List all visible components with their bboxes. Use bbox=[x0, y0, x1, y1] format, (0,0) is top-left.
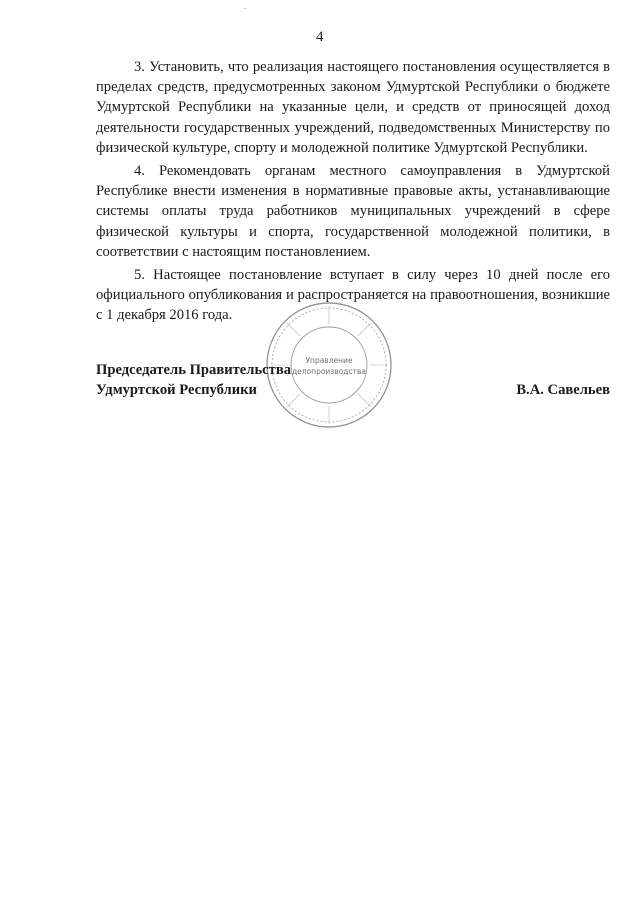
signatory-title-line-1: Председатель Правительства bbox=[96, 362, 292, 378]
signatory-name: В.А. Савельев bbox=[516, 382, 610, 398]
paragraph-4: 4. Рекомендовать органам местного самоуправления в Удмуртской Республике внести изменения в нормативные правовые акты, устанавливающие системы оплаты труда работников муниципальных учреждений в сфере физической культуры и спорта, государственной молодежной политики, в соответствии с настоящим постановлением. bbox=[96, 163, 610, 260]
page-number: 4 bbox=[316, 29, 324, 45]
signature-block bbox=[96, 360, 610, 410]
paragraph-5: 5. Настоящее постановление вступает в силу через 10 дней после его официального опубликования и распространяется на правоотношения, возникшие с 1 декабря 2016 года. bbox=[96, 267, 610, 324]
paragraph-3: 3. Установить, что реализация настоящего постановления осуществляется в пределах средств, предусмотренных законом Удмуртской Республики о бюджете Удмуртской Республики на указанные цели, и средств от приносящей доход деятельности государственных учреждений, подведомственных Министерству по физической культуре, спорту и молодежной политике Удмуртской Республики. bbox=[96, 59, 610, 156]
scan-speck bbox=[244, 8, 246, 9]
stamp-line-1: Управление bbox=[305, 356, 353, 365]
signatory-title bbox=[96, 360, 291, 400]
stamp-line-2: делопроизводства bbox=[291, 367, 367, 376]
signatory-title-line-2: Удмуртской Республики bbox=[96, 382, 257, 398]
document-body bbox=[96, 57, 610, 329]
